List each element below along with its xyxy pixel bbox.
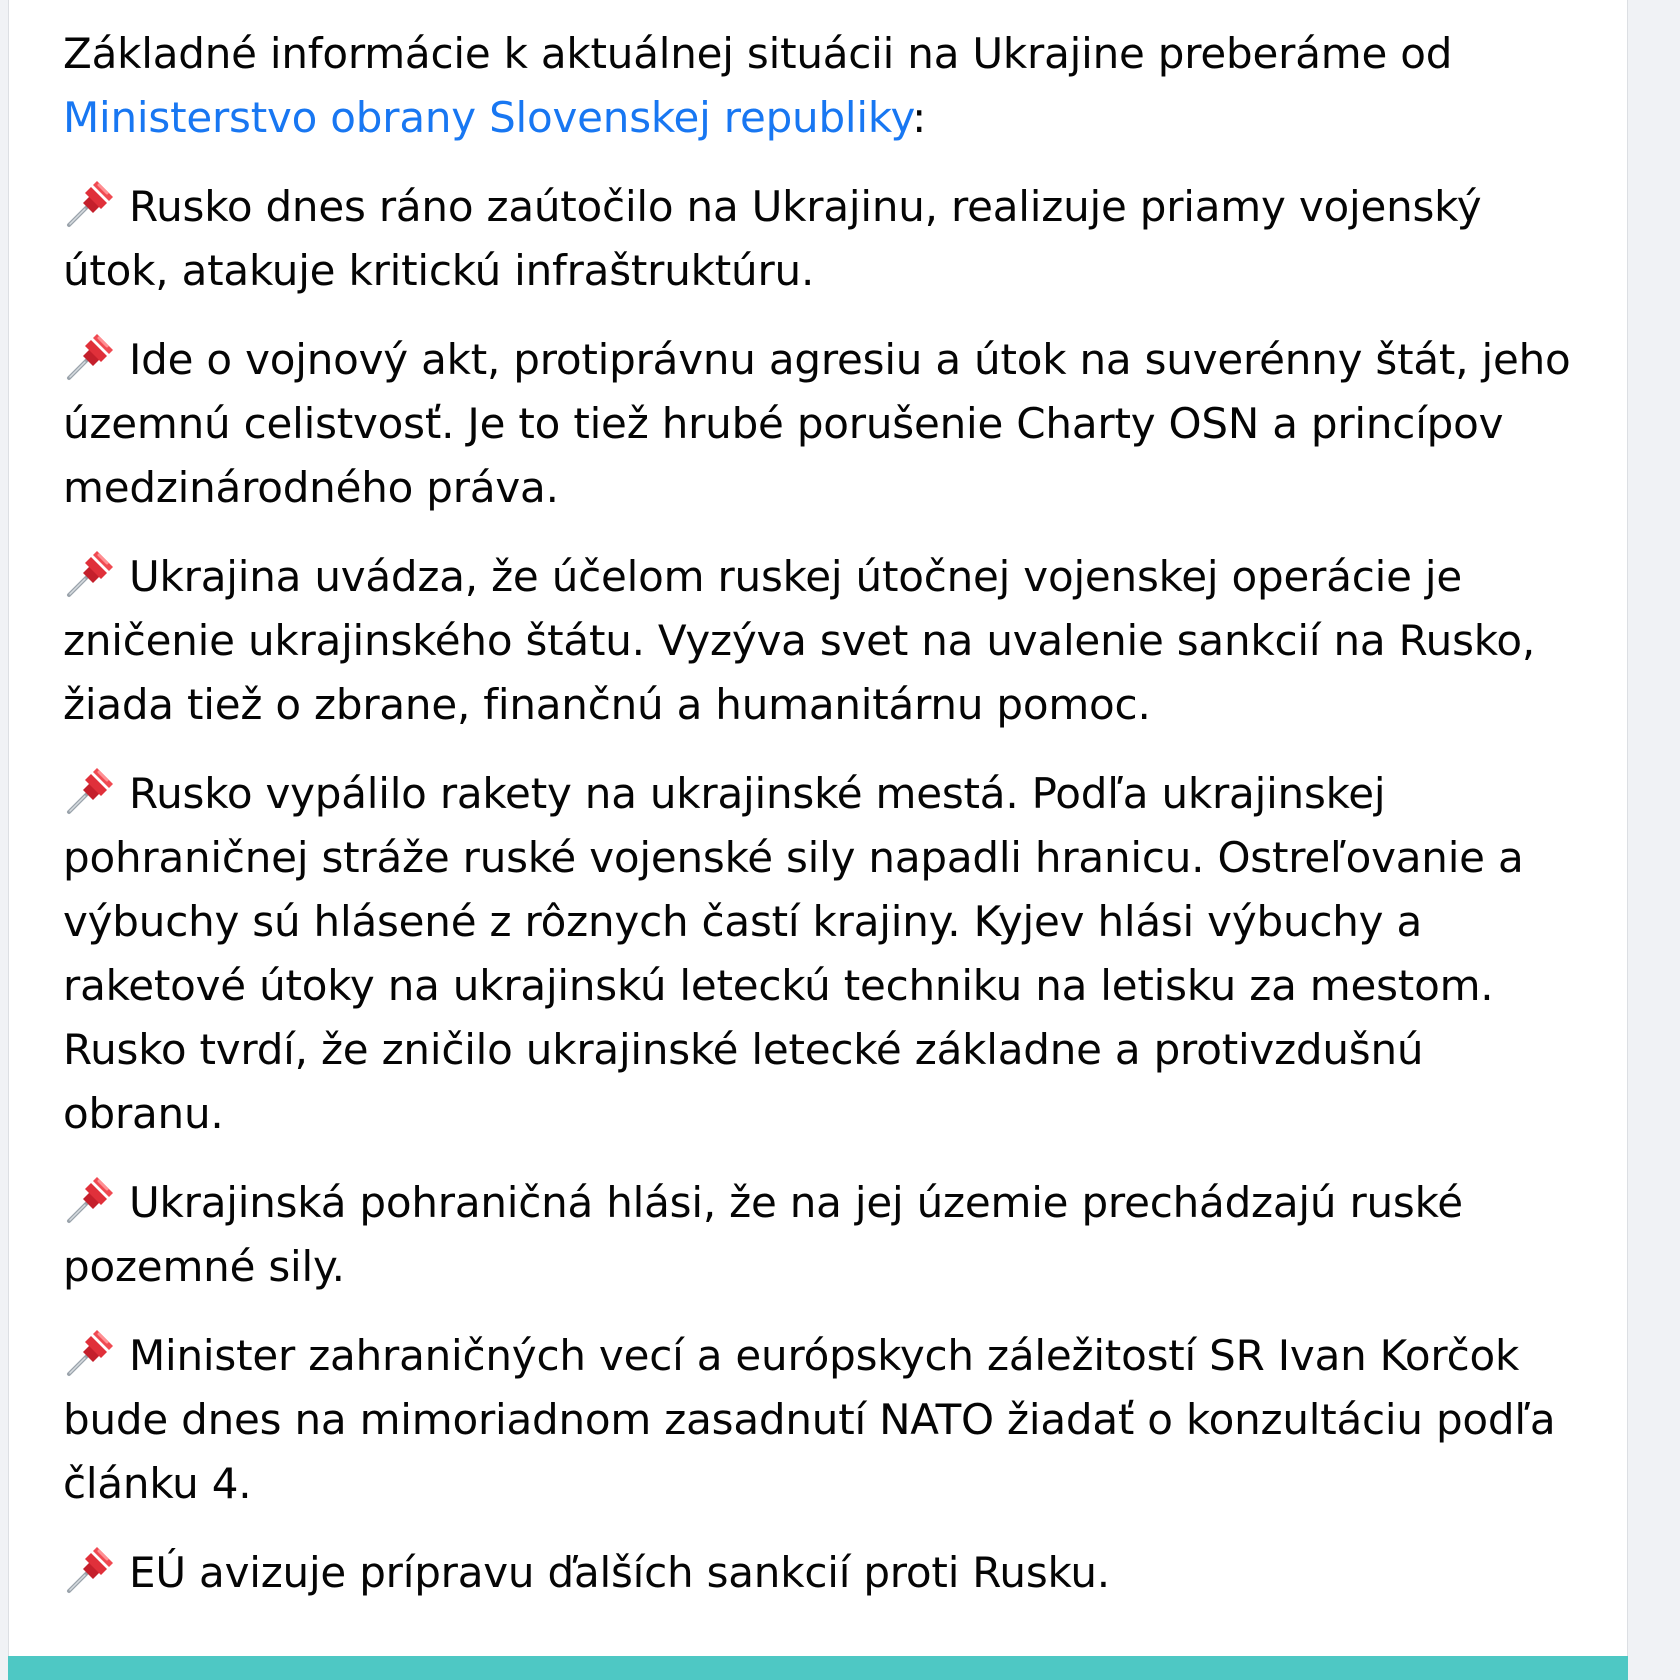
pushpin-icon xyxy=(63,330,119,382)
bullet-paragraph xyxy=(63,1324,1573,1516)
intro-colon: : xyxy=(912,93,927,142)
bullet-text: Ukrajinská pohraničná hlási, že na jej územie prechádzajú ruské pozemné sily. xyxy=(63,1178,1463,1291)
post-card xyxy=(8,0,1628,1680)
pushpin-icon xyxy=(63,1326,119,1378)
bullet-paragraph xyxy=(63,1171,1573,1299)
bullet-paragraph xyxy=(63,762,1573,1146)
pushpin-icon xyxy=(63,547,119,599)
pushpin-icon xyxy=(63,764,119,816)
footer-accent-bar xyxy=(8,1656,1628,1680)
bullet-text: Ide o vojnový akt, protiprávnu agresiu a útok na suverénny štát, jeho územnú celistvosť. Je to tiež hrubé porušenie Charty OSN a princípov medzinárodného práva. xyxy=(63,335,1571,512)
pushpin-icon xyxy=(63,177,119,229)
post-body xyxy=(63,22,1573,1630)
bullet-text: Ukrajina uvádza, že účelom ruskej útočnej vojenskej operácie je zničenie ukrajinského štátu. Vyzýva svet na uvalenie sankcií na Rusko, žiada tiež o zbrane, finančnú a humanitárnu pomoc. xyxy=(63,552,1536,729)
bullet-text: EÚ avizuje prípravu ďalších sankcií proti Rusku. xyxy=(129,1548,1110,1597)
bullet-paragraph xyxy=(63,1541,1573,1605)
bullet-text: Rusko dnes ráno zaútočilo na Ukrajinu, realizuje priamy vojenský útok, atakuje kritickú infraštruktúru. xyxy=(63,182,1482,295)
bullet-paragraph xyxy=(63,175,1573,303)
bullet-text: Rusko vypálilo rakety na ukrajinské mestá. Podľa ukrajinskej pohraničnej stráže ruské vojenské sily napadli hranicu. Ostreľovanie a výbuchy sú hlásené z rôznych častí krajiny. Kyjev hlási výbuchy a raketové útoky na ukrajinskú leteckú techniku na letisku za mestom. Rusko tvrdí, že zničilo ukrajinské letecké základne a protivzdušnú obranu. xyxy=(63,769,1524,1138)
bullet-paragraph xyxy=(63,328,1573,520)
ministry-link[interactable]: Ministerstvo obrany Slovenskej republiky xyxy=(63,93,913,142)
intro-paragraph xyxy=(63,22,1573,150)
bullet-text: Minister zahraničných vecí a európskych záležitostí SR Ivan Korčok bude dnes na mimoriadnom zasadnutí NATO žiadať o konzultáciu podľa článku 4. xyxy=(63,1331,1556,1508)
bullet-paragraph xyxy=(63,545,1573,737)
intro-text: Základné informácie k aktuálnej situácii na Ukrajine preberáme od xyxy=(63,29,1453,78)
pushpin-icon xyxy=(63,1543,119,1595)
pushpin-icon xyxy=(63,1173,119,1225)
